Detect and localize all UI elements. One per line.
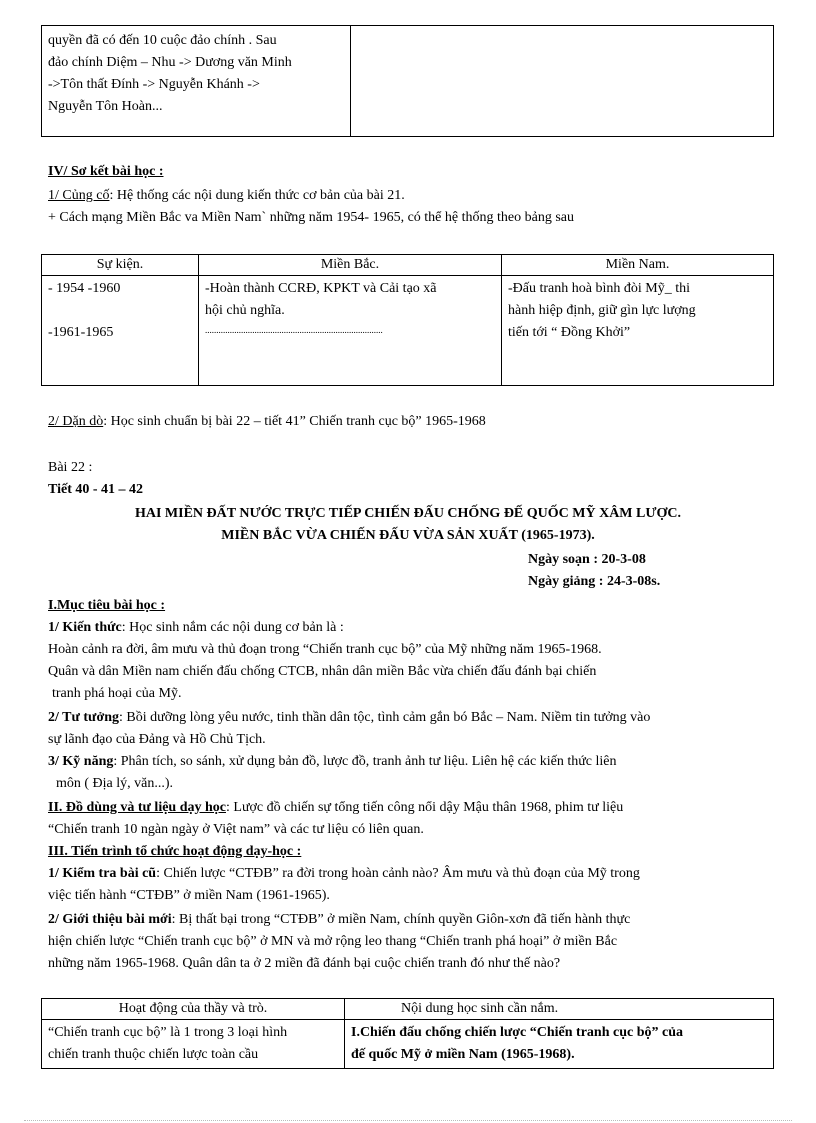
text-line: việc tiến hành “CTĐB” ở miền Nam (1961-1965). [48, 888, 330, 903]
knowledge-label: 1/ Kiến thức [48, 620, 122, 635]
text-line: tiến tới “ Đồng Khởi” [508, 325, 631, 340]
review-label: 1/ Kiểm tra bài cũ [48, 866, 157, 881]
header-cell: Nội dung học sinh cần nắm. [345, 999, 774, 1020]
text-line: -1961-1965 [48, 325, 114, 340]
intro-label: 2/ Giới thiệu bài mới [48, 912, 172, 927]
dotted-line: ............................................................................... [205, 325, 383, 335]
skills-line [48, 752, 617, 772]
text-line: đảo chính Diệm – Nhu -> Dương văn Minh [48, 55, 292, 70]
text-line: quyền đã có đến 10 cuộc đảo chính . Sau [48, 33, 277, 48]
text-line: “Chiến tranh cục bộ” là 1 trong 3 loại hình [48, 1025, 288, 1040]
text-line: + Cách mạng Miền Bắc va Miền Nam` những năm 1954- 1965, có thể hệ thống theo bảng sau [48, 210, 574, 225]
skills-text: : Phân tích, so sánh, xử dụng bản đồ, lược đồ, tranh ảnh tư liệu. Liên hệ các kiến thức liên [113, 754, 617, 769]
cung-co-line [48, 186, 405, 206]
text-line: “Chiến tranh 10 ngàn ngày ở Việt nam” và các tư liệu có liên quan. [48, 822, 424, 837]
header-cell: Miền Bắc. [199, 255, 502, 276]
header-cell: Miền Nam. [502, 255, 774, 276]
intro-line [48, 910, 630, 930]
materials-line [48, 798, 623, 818]
text-line: tranh phá hoại của Mỹ. [52, 686, 182, 701]
objectives-heading: I.Mục tiêu bài học : [48, 598, 166, 613]
process-heading: III. Tiến trình tổ chức hoạt động dạy-học : [48, 844, 302, 859]
text-line: hành hiệp định, giữ gìn lực lượng [508, 303, 696, 318]
text-line: hiện chiến lược “Chiến tranh cục bộ” ở MN và mở rộng leo thang “Chiến tranh phá hoại” ở miền Bắc [48, 934, 618, 949]
header-cell: Hoạt động của thầy và trò. [42, 999, 345, 1020]
dan-do-line [48, 412, 486, 432]
spacer [48, 300, 192, 322]
north-cell [199, 276, 502, 386]
text-line: - 1954 -1960 [48, 281, 121, 296]
skills-label: 3/ Kỹ năng [48, 754, 114, 769]
text-line: I.Chiến đấu chống chiến lược “Chiến tranh cục bộ” của [351, 1025, 683, 1040]
section-heading: IV/ Sơ kết bài học : [48, 164, 164, 179]
top-table-left-cell [42, 26, 351, 137]
review-text: : Chiến lược “CTĐB” ra đời trong hoàn cảnh nào? Âm mưu và thủ đoạn của Mỹ trong [156, 866, 640, 881]
text-line: hội chủ nghĩa. [205, 303, 285, 318]
header-cell: Sự kiện. [42, 255, 199, 276]
ideology-label: 2/ Tư tưởng [48, 710, 119, 725]
text-line: Hoàn cảnh ra đời, âm mưu và thủ đoạn trong “Chiến tranh cục bộ” của Mỹ những năm 1965-1968. [48, 642, 602, 657]
knowledge-line [48, 618, 344, 638]
south-cell [502, 276, 774, 386]
content-cell [345, 1020, 774, 1069]
lesson-title-2: MIỀN BẮC VỪA CHIẾN ĐẤU VỪA SẢN XUẤT (1965-1973). [221, 528, 595, 543]
text-line: môn ( Địa lý, văn...). [56, 776, 174, 791]
text-line: sự lãnh đạo của Đảng và Hồ Chủ Tịch. [48, 732, 266, 747]
text-line: Quân và dân Miền nam chiến đấu chống CTCB, nhân dân miền Bắc vừa chiến đấu đánh bại chiến [48, 664, 597, 679]
text-line: -Hoàn thành CCRĐ, KPKT và Cải tạo xã [205, 281, 437, 296]
ideology-text: : Bồi dưỡng lòng yêu nước, tinh thần dân tộc, tình cảm gắn bó Bắc – Nam. Niềm tin tưởng vào [118, 710, 651, 725]
dan-do-label: 2/ Dặn dò [48, 414, 104, 429]
lesson-title-1: HAI MIỀN ĐẤT NƯỚC TRỰC TIẾP CHIẾN ĐẤU CHỐNG ĐẾ QUỐC MỸ XÂM LƯỢC. [134, 506, 682, 521]
text-line: Nguyễn Tôn Hoàn... [48, 99, 163, 114]
materials-label: II. Đồ dùng và tư liệu dạy học [48, 800, 226, 815]
cung-co-label: 1/ Củng cố [48, 188, 110, 203]
top-table-right-cell [351, 26, 774, 137]
activity-cell [42, 1020, 345, 1069]
ideology-line [48, 708, 650, 728]
top-table [41, 25, 774, 137]
materials-text: : Lược đồ chiến sự tổng tiến công nổi dậy Mậu thân 1968, phim tư liệu [226, 800, 624, 815]
event-cell [42, 276, 199, 386]
lesson-number: Bài 22 : [48, 460, 93, 475]
text-line: những năm 1965-1968. Quân dân ta ở 2 miền đã đánh bại cuộc chiến tranh đó như thế nào? [48, 956, 561, 971]
text-line: ->Tôn thất Đính -> Nguyễn Khánh -> [48, 77, 260, 92]
review-line [48, 864, 640, 884]
activity-table [41, 998, 774, 1069]
text-line: chiến tranh thuộc chiến lược toàn cầu [48, 1047, 259, 1062]
lesson-periods: Tiết 40 - 41 – 42 [48, 482, 144, 497]
summary-table [41, 254, 774, 386]
date-taught: Ngày giảng : 24-3-08s. [528, 574, 661, 589]
cung-co-text: : Hệ thống các nội dung kiến thức cơ bản của bài 21. [109, 188, 405, 203]
date-prepared: Ngày soạn : 20-3-08 [528, 552, 646, 567]
dan-do-text: : Học sinh chuẩn bị bài 22 – tiết 41” Chiến tranh cục bộ” 1965-1968 [103, 414, 486, 429]
intro-text: : Bị thất bại trong “CTĐB” ở miền Nam, chính quyền Giôn-xơn đã tiến hành thực [171, 912, 631, 927]
knowledge-text: : Học sinh nắm các nội dung cơ bản là : [121, 620, 344, 635]
text-line: -Đấu tranh hoà bình đòi Mỹ_ thi [508, 281, 690, 296]
page-footer-rule [24, 1120, 792, 1121]
text-line: đế quốc Mỹ ở miền Nam (1965-1968). [351, 1047, 575, 1062]
